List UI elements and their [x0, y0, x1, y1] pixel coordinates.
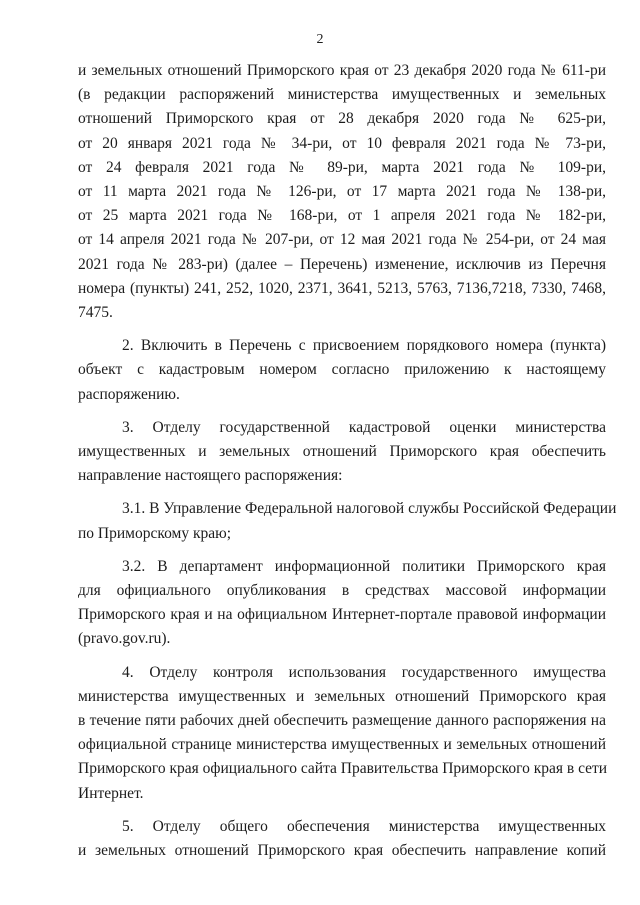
text-line: Интернет.: [78, 784, 144, 802]
text-line: имущественных и земельных отношений Приморского края обеспечить: [78, 443, 606, 461]
text-line: 3. Отделу государственной кадастровой оценки министерства: [122, 418, 606, 436]
paragraph-4: [78, 661, 606, 806]
text-line: для официального опубликования в средствах массовой информации: [78, 582, 606, 600]
text-line: объект с кадастровым номером согласно приложению к настоящему: [78, 361, 606, 379]
text-line: от 25 марта 2021 года № 168-ри, от 1 апреля 2021 года № 182-ри,: [78, 207, 606, 225]
text-line: официальной странице министерства имущественных и земельных отношений: [78, 736, 606, 754]
text-line: и земельных отношений Приморского края от 23 декабря 2020 года № 611-ри: [78, 62, 606, 79]
text-line: 5. Отделу общего обеспечения министерства имущественных: [122, 817, 606, 835]
text-line: 2021 года № 283-ри) (далее – Перечень) изменение, исключив из Перечня: [78, 255, 606, 273]
text-line: от 11 марта 2021 года № 126-ри, от 17 марта 2021 года № 138-ри,: [78, 183, 606, 201]
paragraph-5: [78, 815, 606, 863]
text-line: от 24 февраля 2021 года № 89-ри, марта 2021 года № 109-ри,: [78, 158, 606, 176]
text-line: распоряжению.: [78, 385, 180, 403]
text-line: отношений Приморского края от 28 декабря 2020 года № 625-ри,: [78, 110, 606, 128]
text-line: Приморского края официального сайта Правительства Приморского края в сети: [78, 760, 608, 778]
text-line: по Приморскому краю;: [78, 524, 232, 542]
text-line: 4. Отделу контроля использования государственного имущества: [122, 663, 606, 681]
page-number: 2: [316, 32, 324, 47]
text-line: (pravo.gov.ru).: [78, 630, 171, 648]
paragraph-3: [78, 416, 606, 489]
text-line: номера (пункты) 241, 252, 1020, 2371, 3641, 5213, 5763, 7136,7218, 7330, 7468,: [78, 279, 606, 297]
text-line: министерства имущественных и земельных отношений Приморского края: [78, 687, 606, 705]
text-line: (в редакции распоряжений министерства имущественных и земельных: [78, 86, 606, 104]
text-line: 3.2. В департамент информационной политики Приморского края: [122, 557, 606, 575]
paragraph-3-1: [78, 497, 617, 545]
text-line: от 14 апреля 2021 года № 207-ри, от 12 мая 2021 года № 254-ри, от 24 мая: [78, 231, 606, 249]
paragraph-3-2: [78, 555, 606, 652]
text-line: 2. Включить в Перечень с присвоением порядкового номера (пункта): [122, 337, 606, 355]
text-line: направление настоящего распоряжения:: [78, 467, 343, 485]
text-line: 3.1. В Управление Федеральной налоговой службы Российской Федерации: [122, 500, 617, 518]
paragraph-1: [78, 59, 606, 325]
text-line: от 20 января 2021 года № 34-ри, от 10 февраля 2021 года № 73-ри,: [78, 134, 606, 152]
paragraph-2: [78, 334, 606, 407]
text-line: 7475.: [78, 304, 113, 322]
text-line: в течение пяти рабочих дней обеспечить размещение данного распоряжения на: [78, 712, 606, 730]
document-body: [78, 59, 617, 863]
text-line: и земельных отношений Приморского края обеспечить направление копий: [78, 842, 606, 860]
text-line: Приморского края и на официальном Интернет-портале правовой информации: [78, 606, 606, 624]
